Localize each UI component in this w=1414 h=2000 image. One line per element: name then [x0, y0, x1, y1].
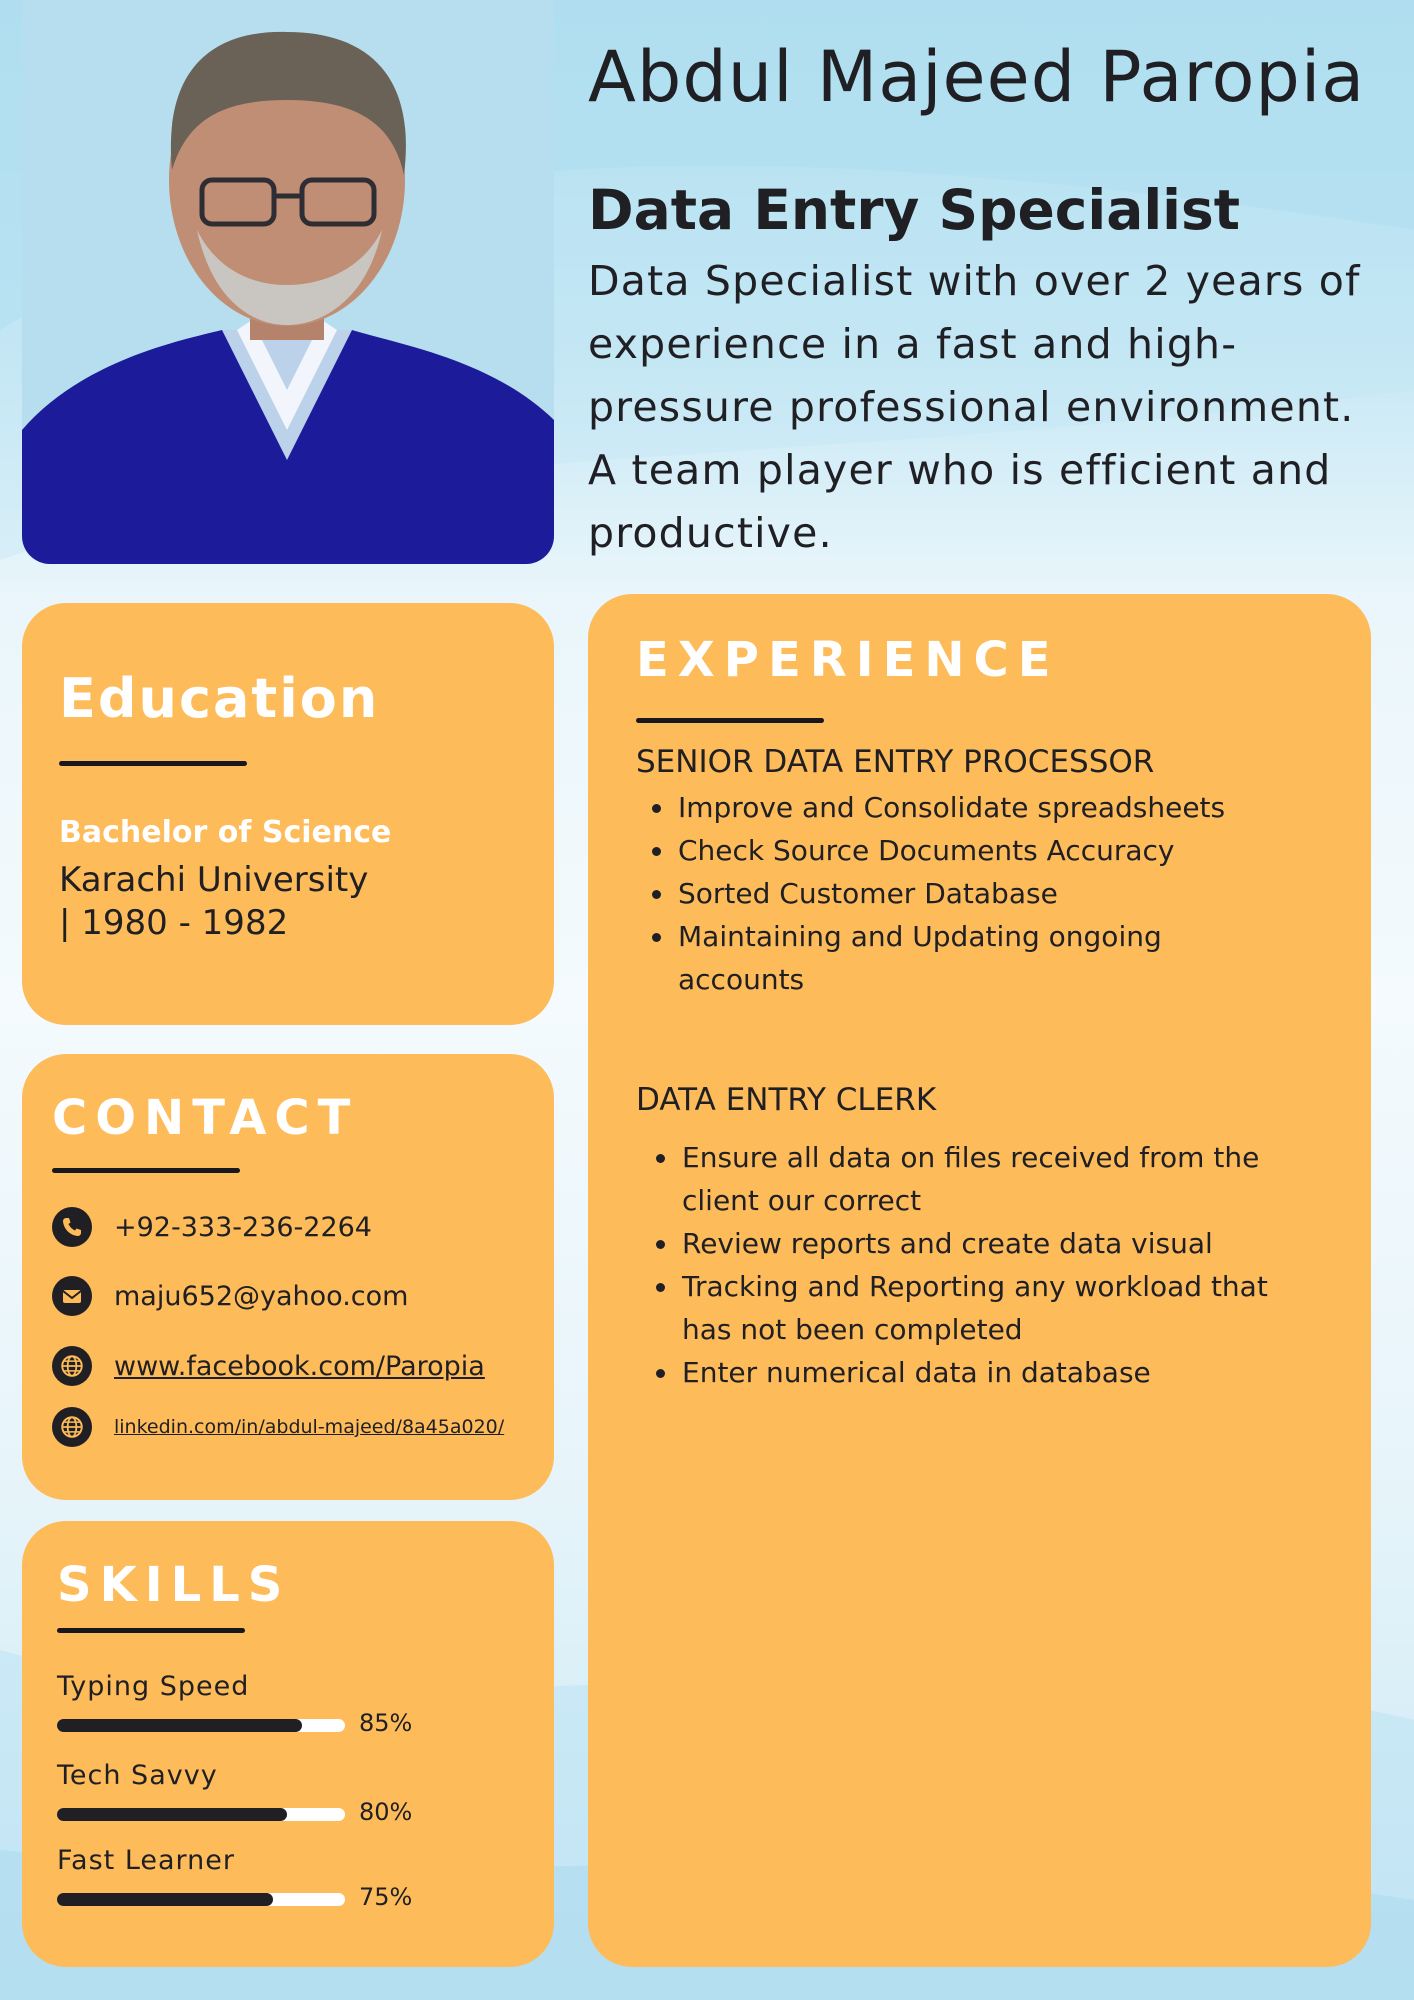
person-name: Abdul Majeed Paropia — [588, 36, 1366, 118]
experience-card — [588, 594, 1371, 1967]
contact-phone-row[interactable] — [52, 1206, 372, 1248]
contact-title: CONTACT — [52, 1090, 359, 1146]
experience-divider — [636, 718, 824, 723]
skill-percent: 75% — [359, 1883, 413, 1911]
contact-email-row[interactable] — [52, 1275, 408, 1317]
job-duties — [636, 786, 1296, 1001]
skill-bar-track — [57, 1719, 345, 1732]
contact-facebook-link[interactable]: www.facebook.com/Paropia — [114, 1350, 485, 1382]
phone-icon — [52, 1207, 92, 1247]
job-entry — [636, 744, 1336, 1001]
contact-phone: +92-333-236-2264 — [114, 1211, 372, 1243]
duty-item: • Maintaining and Updating ongoing accounts — [676, 915, 1296, 1001]
globe-icon — [52, 1346, 92, 1386]
skill-bar-track — [57, 1893, 345, 1906]
skills-title: SKILLS — [57, 1557, 291, 1613]
contact-divider — [52, 1168, 240, 1173]
globe-icon — [52, 1407, 92, 1447]
contact-email: maju652@yahoo.com — [114, 1280, 409, 1312]
job-role: Data Entry Specialist — [588, 178, 1241, 242]
skill-bar-fill — [57, 1893, 273, 1906]
education-school-years: Karachi University | 1980 - 1982 — [59, 860, 369, 943]
job-title: DATA ENTRY CLERK — [636, 1082, 937, 1118]
contact-card — [22, 1054, 554, 1500]
education-card — [22, 603, 554, 1025]
skills-card — [22, 1521, 554, 1967]
duty-item: • Ensure all data on files received from the client our correct — [680, 1136, 1320, 1222]
skill-item — [57, 1671, 437, 1737]
duty-item: • Tracking and Reporting any workload that has not been completed — [680, 1265, 1320, 1351]
education-title: Education — [59, 667, 380, 730]
duty-item: • Enter numerical data in database — [680, 1351, 1320, 1394]
profile-photo — [22, 0, 554, 564]
skill-item — [57, 1845, 437, 1911]
duty-item: • Check Source Documents Accuracy — [676, 829, 1296, 872]
experience-title: EXPERIENCE — [636, 632, 1060, 688]
job-entry — [636, 1082, 1336, 1394]
skill-bar-fill — [57, 1808, 287, 1821]
education-degree: Bachelor of Science — [59, 815, 392, 850]
job-title: SENIOR DATA ENTRY PROCESSOR — [636, 744, 1155, 780]
profile-summary: Data Specialist with over 2 years of experience in a fast and high-pressure professional environment. A team player who is efficient and productive. — [588, 257, 1361, 557]
skill-name: Typing Speed — [57, 1671, 250, 1702]
contact-linkedin-link[interactable]: linkedin.com/in/abdul-majeed/8a45a020/ — [114, 1416, 505, 1438]
duty-item: • Sorted Customer Database — [676, 872, 1296, 915]
skill-percent: 80% — [359, 1798, 413, 1826]
contact-linkedin-row[interactable] — [52, 1406, 504, 1448]
skills-divider — [57, 1628, 245, 1633]
mail-icon — [52, 1276, 92, 1316]
duty-item: • Review reports and create data visual — [680, 1222, 1320, 1265]
duty-item: • Improve and Consolidate spreadsheets — [676, 786, 1296, 829]
education-divider — [59, 761, 247, 766]
job-duties — [636, 1136, 1320, 1394]
skill-name: Fast Learner — [57, 1845, 236, 1876]
contact-facebook-row[interactable] — [52, 1345, 485, 1387]
skill-bar-fill — [57, 1719, 302, 1732]
skill-bar-track — [57, 1808, 345, 1821]
skill-percent: 85% — [359, 1709, 413, 1737]
skill-item — [57, 1760, 437, 1826]
skill-name: Tech Savvy — [57, 1760, 218, 1791]
